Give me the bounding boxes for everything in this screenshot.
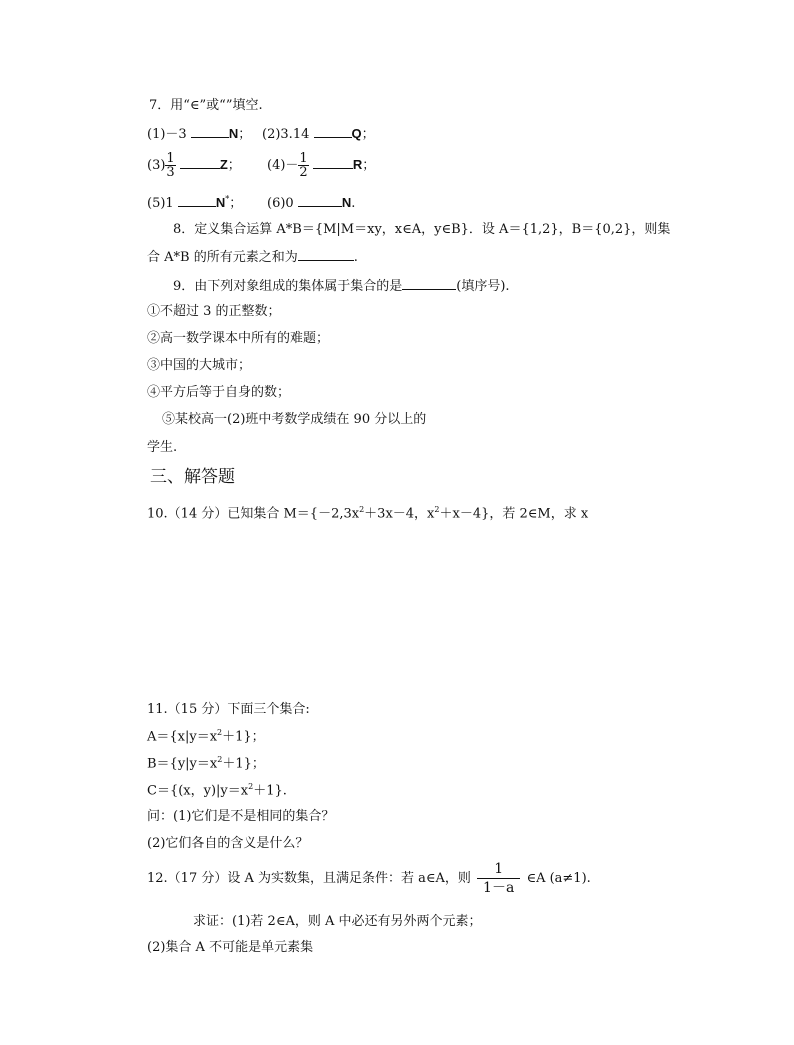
q8-line2-end: . [353, 250, 358, 265]
q7-part-3 [147, 152, 241, 179]
q7-p1-prefix: (1)－3 [147, 127, 187, 142]
answer-blank[interactable] [191, 126, 229, 138]
q9-item-2: ②高一数学课本中所有的难题； [147, 331, 330, 346]
q9-item-1: ①不超过 3 的正整数； [147, 304, 281, 319]
q11-a-sup: 2 [217, 728, 223, 737]
q10-stem [147, 506, 588, 520]
q7-part-2 [262, 126, 375, 141]
q7-p6-end: . [351, 196, 356, 211]
answer-blank[interactable] [298, 195, 342, 207]
q7-part-4 [267, 152, 375, 179]
q11-b-text: B＝{y|y＝x [147, 756, 218, 772]
q11-ask-2: (2)它们各自的含义是什么？ [147, 836, 309, 851]
fraction-numerator: 1 [166, 151, 175, 166]
q7-p6-set: N [341, 195, 352, 210]
q12-text-a: 12.（17 分）设 A 为实数集，且满足条件：若 a∈A，则 [147, 871, 471, 886]
q11-set-c [147, 783, 287, 797]
q7-part-1 [147, 126, 251, 141]
q11-c-sup: 2 [248, 782, 254, 791]
q7-p4-end: ； [362, 158, 376, 173]
q12-proof-1: 求证：(1)若 2∈A，则 A 中必还有另外两个元素； [193, 914, 482, 929]
q7-p1-end: ； [238, 127, 252, 142]
answer-blank[interactable] [180, 157, 220, 169]
q7-stem: 7．用“∈”或“”填空. [149, 98, 263, 113]
answer-blank[interactable] [178, 195, 216, 207]
q7-part-6 [267, 195, 355, 210]
q7-p3-end: ； [227, 158, 241, 173]
q7-p5-prefix: (5)1 [147, 196, 174, 211]
fraction [298, 152, 308, 179]
q9-item-5: ⑤某校高一(2)班中考数学成绩在 90 分以上的 [162, 412, 427, 427]
q11-b-sup: 2 [217, 755, 223, 764]
q11-stem: 11.（15 分）下面三个集合: [147, 702, 310, 717]
q8-line-2 [147, 249, 358, 264]
q10-text-c: ＋x－4}，若 2∈M，求 x [439, 506, 589, 522]
q11-a-end: ＋1}； [222, 729, 265, 745]
q12-text-b: ∈A (a≠1). [526, 871, 591, 886]
answer-blank[interactable] [298, 249, 354, 261]
q12-stem [147, 862, 591, 895]
section-heading: 三、解答题 [150, 467, 235, 487]
q9-stem-suffix: (填序号). [456, 279, 510, 294]
q7-p1-set: N [228, 126, 239, 141]
fraction-denominator: 2 [299, 165, 308, 180]
q11-a-text: A＝{x|y＝x [147, 729, 218, 745]
fraction [477, 862, 520, 895]
q11-c-text: C＝{(x，y)|y＝x [147, 783, 249, 799]
q7-p5-set: N [215, 195, 226, 210]
q7-p3-set: Z [219, 157, 228, 172]
q7-p6-prefix: (6)0 [267, 196, 294, 211]
q7-p4-set: R [352, 157, 363, 172]
q10-sup-1: 2 [359, 505, 365, 514]
q9-stem-prefix: 9．由下列对象组成的集体属于集合的是 [173, 279, 403, 294]
fraction-numerator: 1 [299, 151, 308, 166]
q11-set-a [147, 729, 265, 743]
q8-line-1: 8．定义集合运算 A*B＝{M|M＝xy，x∈A，y∈B}．设 A＝{1,2}，B＝{0,2}，则集 [173, 222, 671, 237]
q7-p2-prefix: (2)3.14 [262, 127, 310, 142]
q7-p5-sup: * [225, 194, 230, 204]
answer-blank[interactable] [314, 126, 352, 138]
q11-set-b [147, 756, 265, 770]
q11-ask-1: 问：(1)它们是不是相同的集合？ [147, 809, 335, 824]
q10-sup-2: 2 [434, 505, 440, 514]
fraction-denominator: 3 [166, 165, 175, 180]
q9-item-3: ③中国的大城市； [147, 358, 252, 373]
q7-p4-prefix: (4)－ [267, 158, 299, 173]
answer-blank[interactable] [402, 278, 456, 290]
q11-b-end: ＋1}； [222, 756, 265, 772]
q7-p2-set: Q [351, 126, 362, 141]
q9-stem [173, 278, 510, 293]
q7-p2-end: ； [361, 127, 375, 142]
q7-part-5 [147, 195, 242, 210]
answer-blank[interactable] [313, 157, 353, 169]
q7-p3-prefix: (3) [147, 158, 166, 173]
q7-p5-end: ； [229, 196, 243, 211]
q10-text-a: 10.（14 分）已知集合 M＝{－2,3x [147, 506, 360, 522]
q9-item-4: ④平方后等于自身的数； [147, 385, 291, 400]
q8-line2-prefix: 合 A*B 的所有元素之和为 [147, 250, 298, 265]
q11-c-end: ＋1}. [253, 783, 287, 799]
q9-item-5-continued: 学生. [147, 440, 178, 455]
fraction-denominator: 1－a [477, 878, 520, 895]
fraction [165, 152, 175, 179]
q12-proof-2: (2)集合 A 不可能是单元素集 [147, 940, 314, 955]
q10-text-b: ＋3x－4，x [364, 506, 435, 522]
fraction-numerator: 1 [494, 861, 504, 877]
